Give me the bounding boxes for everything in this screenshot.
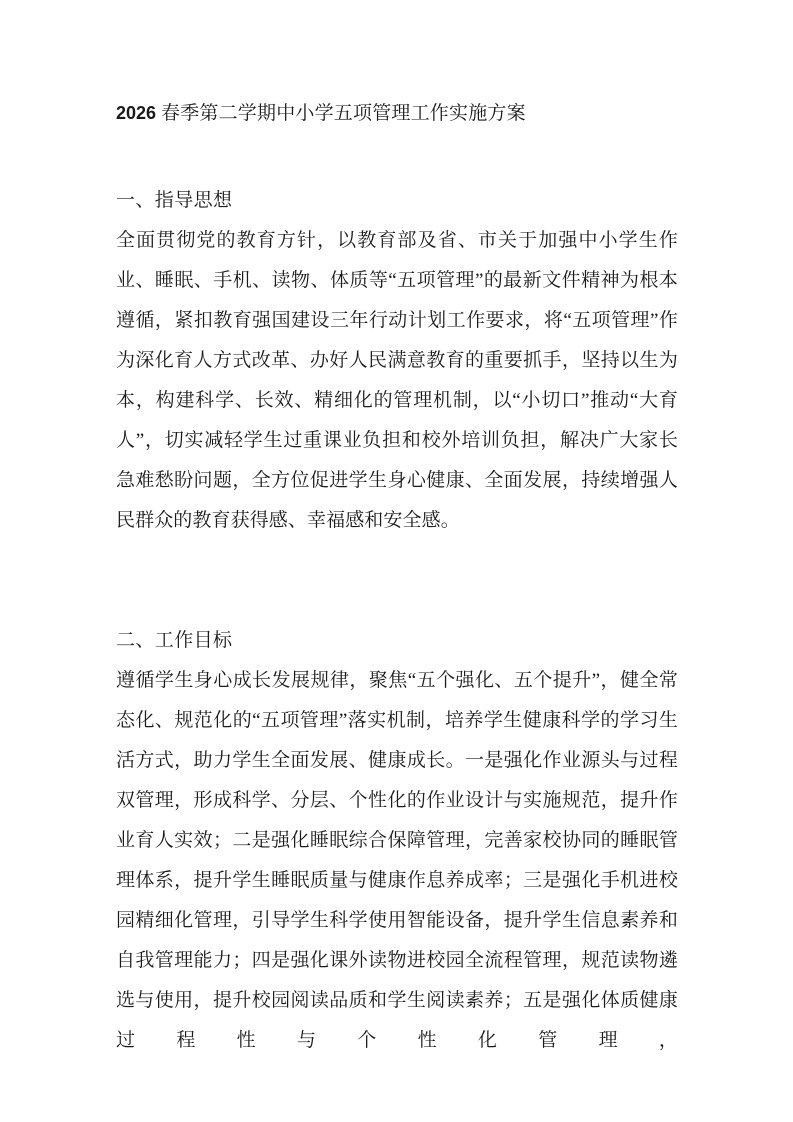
section-body-2: 遵循学生身心成长发展规律，聚焦“五个强化、五个提升”，健全常态化、规范化的“五项管理”落实机制，培养学生健康科学的学习生活方式，助力学生全面发展、健康成长。一是强化作业源头与过程双管理，形成科学、分层、个性化的作业设计与实施规范，提升作业育人实效；二是强化睡眠综合保障管理，完善家校协同的睡眠管理体系，提升学生睡眠质量与健康作息养成率；三是强化手机进校园精细化管理，引导学生科学使用智能设备，提升学生信息素养和自我管理能力；四是强化课外读物进校园全流程管理，规范读物遴选与使用，提升校园阅读品质和学生阅读素养；五是强化体质健康过程性与个性化管理， <box>116 670 678 1051</box>
document-body <box>116 98 678 1061</box>
document-title <box>116 98 678 129</box>
section-heading-2: 二、工作目标 <box>116 630 233 651</box>
section-body-1: 全面贯彻党的教育方针，以教育部及省、市关于加强中小学生作业、睡眠、手机、读物、体质等“五项管理”的最新文件精神为根本遵循，紧扣教育强国建设三年行动计划工作要求，将“五项管理”作为深化育人方式改革、办好人民满意教育的重要抓手，坚持以生为本，构建科学、长效、精细化的管理机制，以“小切口”推动“大育人”，切实减轻学生过重课业负担和校外培训负担，解决广大家长急难愁盼问题，全方位促进学生身心健康、全面发展，持续增强人民群众的教育获得感、幸福感和安全感。 <box>116 230 678 531</box>
document-title-year: 2026 <box>116 103 157 123</box>
section-work-objectives <box>116 621 678 1061</box>
section-guiding-ideology <box>116 181 678 541</box>
document-title-text: 春季第二学期中小学五项管理工作实施方案 <box>161 103 526 124</box>
section-heading-1: 一、指导思想 <box>116 190 233 211</box>
